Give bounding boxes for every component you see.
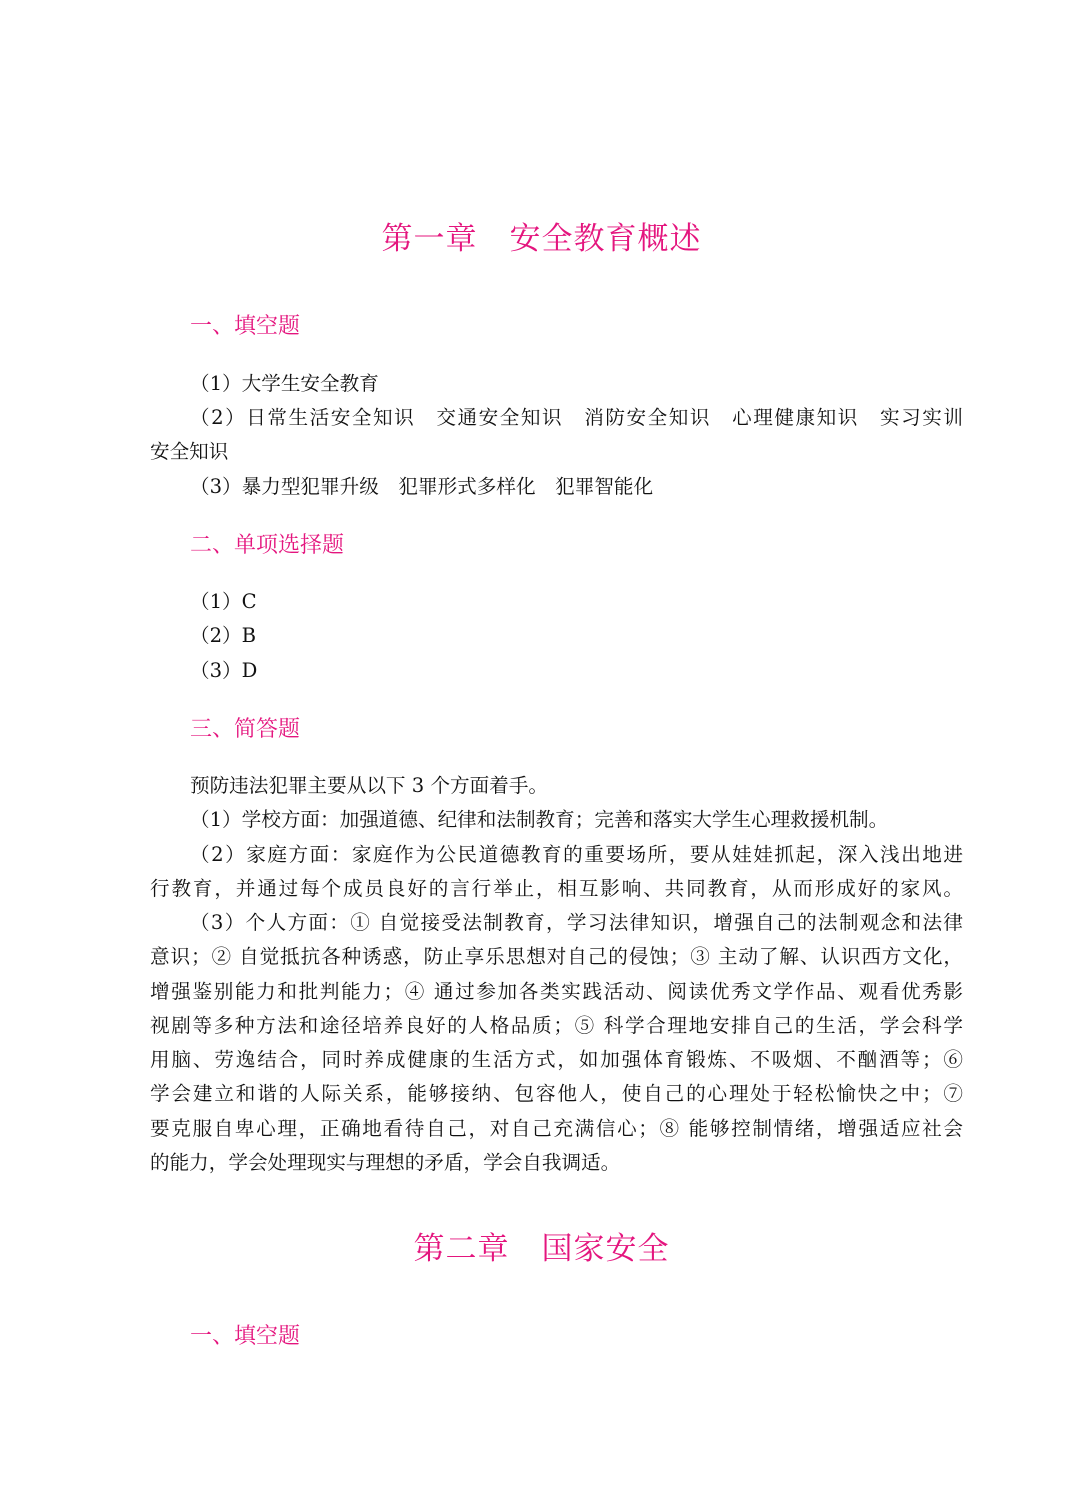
ch1-short-answer-personal-line-5: 用脑、劳逸结合，同时养成健康的生活方式，如加强体育锻炼、不吸烟、不酗酒等；⑥ bbox=[150, 1048, 963, 1071]
ch1-short-answer-personal-line-2: 意识；② 自觉抵抗各种诱惑，防止享乐思想对自己的侵蚀；③ 主动了解、认识西方文化， bbox=[150, 945, 963, 968]
ch1-short-answer-personal-line-6: 学会建立和谐的人际关系，能够接纳、包容他人，使自己的心理处于轻松愉快之中；⑦ bbox=[150, 1082, 963, 1105]
ch1-choice-answer-3: （3）D bbox=[190, 659, 258, 682]
ch1-short-answer-personal-line-1: （3）个人方面：① 自觉接受法制教育，学习法律知识，增强自己的法制观念和法律 bbox=[190, 911, 963, 934]
ch1-fill-answer-1: （1）大学生安全教育 bbox=[190, 372, 379, 395]
ch1-short-answer-personal-line-8: 的能力，学会处理现实与理想的矛盾，学会自我调适。 bbox=[150, 1151, 621, 1174]
ch1-fill-answer-3: （3）暴力型犯罪升级 犯罪形式多样化 犯罪智能化 bbox=[190, 475, 654, 498]
ch1-short-answer-family-line-2: 行教育，并通过每个成员良好的言行举止，相互影响、共同教育，从而形成好的家风。 bbox=[150, 877, 963, 900]
ch1-short-answer-personal-line-7: 要克服自卑心理，正确地看待自己，对自己充满信心；⑧ 能够控制情绪，增强适应社会 bbox=[150, 1117, 963, 1140]
ch1-fill-answer-2-line-1: （2）日常生活安全知识 交通安全知识 消防安全知识 心理健康知识 实习实训 bbox=[190, 406, 963, 429]
ch1-fill-answer-2-line-2: 安全知识 bbox=[150, 440, 229, 463]
ch1-short-answer-personal-line-4: 视剧等多种方法和途径培养良好的人格品质；⑤ 科学合理地安排自己的生活，学会科学 bbox=[150, 1014, 963, 1037]
ch1-choice-answer-2: （2）B bbox=[190, 624, 257, 647]
ch1-short-answer-personal-line-3: 增强鉴别能力和批判能力；④ 通过参加各类实践活动、阅读优秀文学作品、观看优秀影 bbox=[150, 980, 963, 1003]
ch1-section-fill-blank-heading: 一、填空题 bbox=[190, 314, 301, 339]
chapter-2-title: 第二章 国家安全 bbox=[413, 1231, 670, 1267]
ch1-section-single-choice-heading: 二、单项选择题 bbox=[190, 533, 345, 558]
ch1-short-answer-family-line-1: （2）家庭方面：家庭作为公民道德教育的重要场所，要从娃娃抓起，深入浅出地进 bbox=[190, 843, 963, 866]
ch1-short-answer-school: （1）学校方面：加强道德、纪律和法制教育；完善和落实大学生心理救援机制。 bbox=[190, 808, 889, 831]
ch1-section-short-answer-heading: 三、简答题 bbox=[190, 717, 301, 742]
chapter-1-title: 第一章 安全教育概述 bbox=[381, 221, 702, 257]
ch1-short-answer-intro: 预防违法犯罪主要从以下 3 个方面着手。 bbox=[190, 774, 549, 797]
ch2-section-fill-blank-heading: 一、填空题 bbox=[190, 1324, 301, 1349]
ch1-choice-answer-1: （1）C bbox=[190, 590, 257, 613]
